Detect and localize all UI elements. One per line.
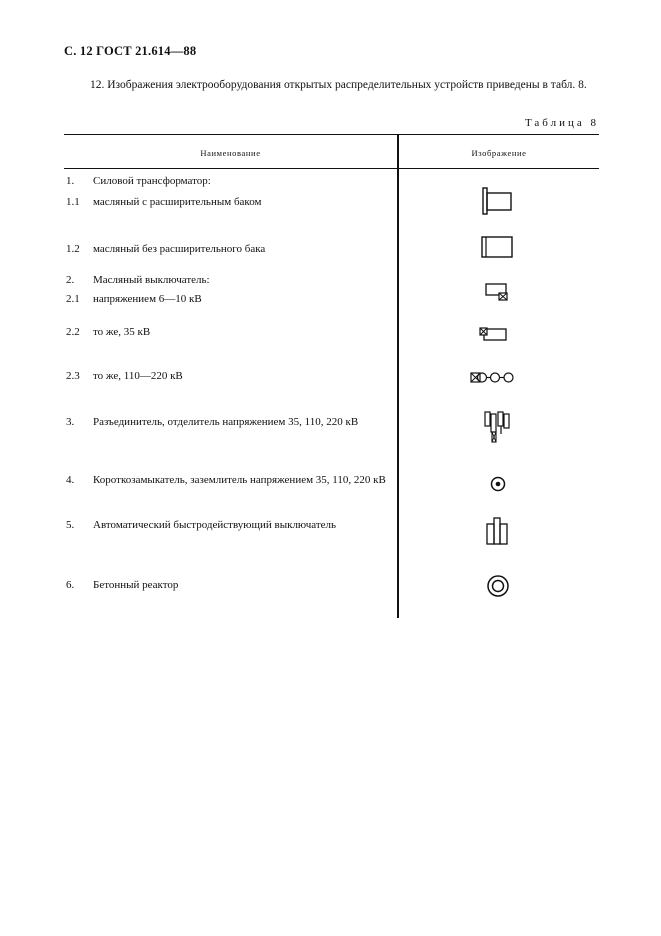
row-number: 1. <box>66 175 75 187</box>
table-top-rule <box>64 134 599 135</box>
row-number: 5. <box>66 519 75 531</box>
oil-breaker-110-220kv-icon <box>469 370 519 386</box>
oil-breaker-6-10kv-icon <box>485 283 513 303</box>
row-text: Автоматический быстродействующий выключатель <box>93 519 337 531</box>
row-number: 1.1 <box>66 196 80 208</box>
row-text: Короткозамыкатель, заземлитель напряжением 35, 110, 220 кВ <box>93 474 386 486</box>
fast-breaker-icon <box>486 516 510 546</box>
concrete-reactor-icon <box>486 574 510 598</box>
row-text: Масляный выключатель: <box>93 274 210 286</box>
row-number: 6. <box>66 579 75 591</box>
transformer-with-tank-icon <box>482 186 514 216</box>
row-text: Силовой трансформатор: <box>93 175 211 187</box>
transformer-no-tank-icon <box>481 235 515 259</box>
short-circuiter-icon <box>489 475 507 493</box>
row-number: 2.2 <box>66 326 80 338</box>
row-number: 2. <box>66 274 75 286</box>
row-text: то же, 35 кВ <box>93 326 151 338</box>
table-header-rule <box>64 168 599 169</box>
intro-paragraph: 12. Изображения электрооборудования открытых распределительных устройств приведены в табл. 8. <box>90 79 587 91</box>
column-header-name: Наименование <box>200 148 261 158</box>
row-text: масляный с расширительным баком <box>93 196 262 208</box>
row-number: 2.3 <box>66 370 80 382</box>
row-text: напряжением 6—10 кВ <box>93 293 202 305</box>
row-text: то же, 110—220 кВ <box>93 370 183 382</box>
row-number: 2.1 <box>66 293 80 305</box>
row-number: 3. <box>66 416 75 428</box>
page-header: С. 12 ГОСТ 21.614—88 <box>64 44 197 58</box>
table-caption: Таблица 8 <box>524 117 599 129</box>
column-header-image: Изображение <box>471 148 527 158</box>
oil-breaker-35kv-icon <box>479 325 509 343</box>
row-number: 1.2 <box>66 243 80 255</box>
row-text: масляный без расширительного бака <box>93 243 266 255</box>
disconnector-icon <box>483 410 513 444</box>
row-text: Разъединитель, отделитель напряжением 35, 110, 220 кВ <box>93 416 359 428</box>
row-number: 4. <box>66 474 75 486</box>
table-column-divider <box>397 134 399 618</box>
row-text: Бетонный реактор <box>93 579 179 591</box>
